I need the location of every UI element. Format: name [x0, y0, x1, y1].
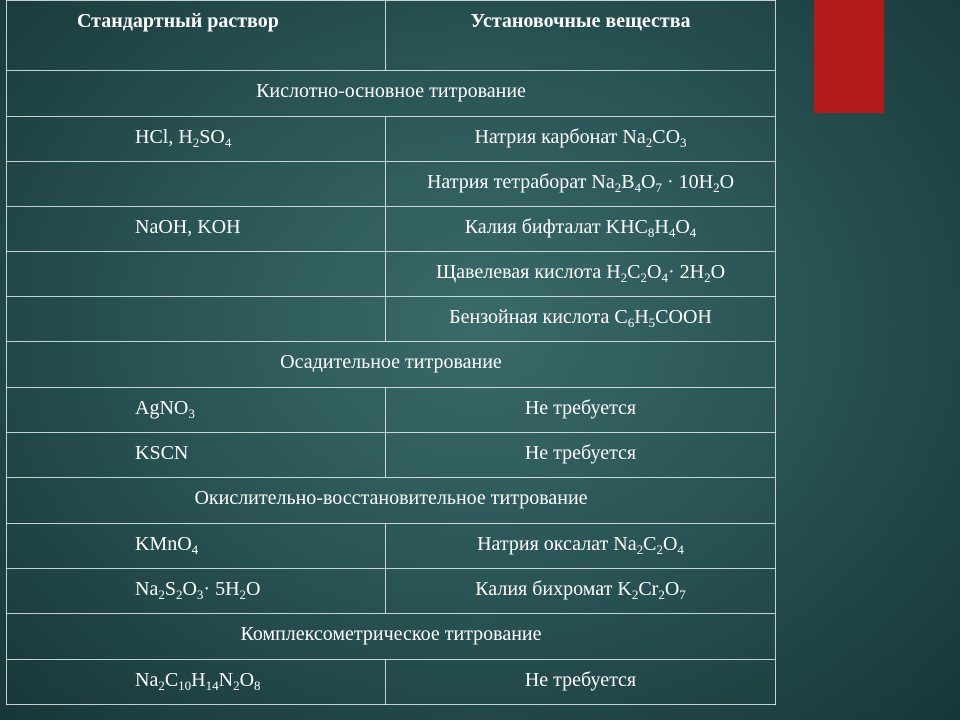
standardizing-agent-cell: Не требуется [386, 388, 776, 433]
standardizing-agent-cell: Щавелевая кислота $H_2C_2O_4\cdot 2H_2O$ [386, 252, 776, 297]
table-row [7, 433, 776, 478]
subscript: 2 [658, 587, 665, 602]
table-row [7, 162, 776, 207]
subscript: 7 [679, 587, 686, 602]
standardizing-agent-cell: Натрия оксалат $Na_2C_2O_4$ [386, 524, 776, 569]
subscript: 4 [689, 225, 697, 240]
subscript: 2 [175, 587, 183, 602]
section-title: Кислотно-основное титрование [7, 71, 776, 117]
subscript: 6 [627, 315, 635, 330]
standardizing-agent-cell: Калия бихромат $K_2Cr_2O_7$ [386, 569, 776, 614]
subscript: 4 [224, 135, 232, 150]
standard-solution-cell: NaOH, KOH [7, 207, 386, 252]
subscript: 2 [158, 678, 165, 693]
standard-solution-cell [7, 252, 386, 297]
subscript: 2 [645, 135, 653, 150]
subscript: 4 [191, 542, 199, 557]
subscript: 3 [188, 406, 195, 421]
table-row [7, 117, 776, 162]
subscript: 2 [713, 180, 720, 195]
standard-solution-cell [7, 162, 386, 207]
standard-solution-cell: KMnO$_4$ [7, 524, 386, 569]
standardizing-agent-cell: Натрия тетраборат $Na_2B_4O_7 \cdot 10H_2O$ [386, 162, 776, 207]
section-title: Комплексометрическое титрование [7, 614, 776, 660]
table-header-row [7, 1, 776, 71]
table-row [7, 660, 776, 705]
table-row [7, 524, 776, 569]
subscript: 2 [239, 587, 247, 602]
subscript: 4 [634, 180, 642, 195]
subscript: 14 [205, 678, 219, 693]
section-row-precipitation [7, 342, 776, 388]
standard-solution-cell: $Na_2C_{10}H_{14}N_2O_8$ [7, 660, 386, 705]
standardizing-agent-cell: Не требуется [386, 660, 776, 705]
subscript: 8 [254, 678, 261, 693]
subscript: 4 [661, 270, 668, 285]
table-row [7, 569, 776, 614]
standardizing-agent-cell: Калия бифталат $KHC_8H_4O_4$ [386, 207, 776, 252]
standard-solution-cell: $Na_2S_2O_3\cdot 5H_2O$ [7, 569, 386, 614]
subscript: 2 [656, 542, 663, 557]
table-row [7, 207, 776, 252]
subscript: 5 [648, 315, 656, 330]
subscript: 2 [233, 678, 240, 693]
section-title: Осадительное титрование [7, 342, 776, 388]
subscript: 2 [704, 270, 711, 285]
red-accent-bar [814, 0, 884, 113]
subscript: 8 [647, 225, 655, 240]
section-row-redox [7, 478, 776, 524]
subscript: 4 [677, 542, 684, 557]
header-standard-solution: Стандартный раствор [7, 1, 386, 71]
section-row-complexometric [7, 614, 776, 660]
subscript: 2 [192, 135, 200, 150]
subscript: 3 [680, 135, 687, 150]
header-standardizing-agents: Установочные вещества [386, 1, 776, 71]
subscript: 2 [158, 587, 165, 602]
standard-solution-cell [7, 297, 386, 342]
standardizing-agent-cell: Не требуется [386, 433, 776, 478]
subscript: 2 [640, 270, 647, 285]
standard-solution-cell: AgNO$_3$ [7, 388, 386, 433]
subscript: 2 [620, 270, 628, 285]
subscript: 2 [636, 542, 644, 557]
subscript: 2 [614, 180, 622, 195]
subscript: 2 [631, 587, 639, 602]
table-row [7, 297, 776, 342]
table-row [7, 388, 776, 433]
subscript: 10 [178, 678, 192, 693]
subscript: 3 [196, 587, 204, 602]
standardizing-agent-cell: Бензойная кислота $C_6H_5COOH$ [386, 297, 776, 342]
titration-table [6, 0, 776, 705]
standard-solution-cell: KSCN [7, 433, 386, 478]
standard-solution-cell: HCl, $H_2SO_4$ [7, 117, 386, 162]
section-row-acid-base [7, 71, 776, 117]
table-row [7, 252, 776, 297]
standardizing-agent-cell: Натрия карбонат $Na_2CO_3$ [386, 117, 776, 162]
subscript: 7 [655, 180, 662, 195]
subscript: 4 [668, 225, 676, 240]
section-title: Окислительно-восстановительное титрование [7, 478, 776, 524]
